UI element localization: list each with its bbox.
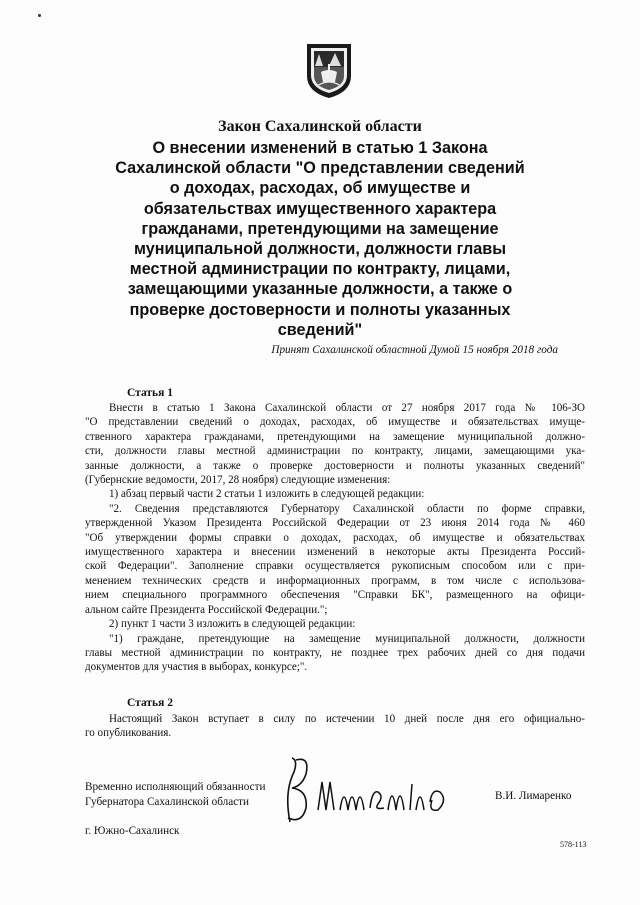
paragraph-line: главы местной администрации по контракту, не позднее трех рабочих дней со дня подачи <box>85 646 585 659</box>
subject-line: сведений" <box>277 320 363 339</box>
document-number: 578-113 <box>560 840 587 849</box>
city-line: г. Южно-Сахалинск <box>85 825 180 837</box>
signatory-name: В.И. Лимаренко <box>495 790 572 802</box>
paragraph-line: 1) абзац первый части 2 статьи 1 изложить в следующей редакции: <box>109 488 425 501</box>
article-1-body <box>85 401 585 675</box>
paragraph-line: 2) пункт 1 части 3 изложить в следующей редакции: <box>109 618 356 631</box>
paragraph-line: документов для участия в выборах, конкурсе;". <box>85 661 308 674</box>
article-2-body <box>85 712 585 741</box>
paragraph-line: "2. Сведения представляются Губернатору Сахалинской области по форме справки, <box>109 502 585 515</box>
paragraph-line: менением технических средств и информационных программ, в том числе с использова- <box>85 574 585 587</box>
paragraph-line: Настоящий Закон вступает в силу по истечении 10 дней после дня его официально- <box>109 713 585 725</box>
law-subject <box>110 138 530 340</box>
signatory-title-line: Временно исполняющий обязанности <box>85 781 266 793</box>
subject-line: О внесении изменений в статью 1 Закона <box>152 139 488 157</box>
paragraph-line: имущественного характера и внесении изменений в некоторые акты Президента Россий- <box>85 546 585 559</box>
coat-of-arms-icon <box>305 42 353 100</box>
paragraph-line: сти, должности главы местной администрации по контракту, лицами, замещающими ука- <box>85 445 585 458</box>
subject-line: о доходах, расходах, об имуществе и <box>169 179 471 198</box>
paragraph-line: Внести в статью 1 Закона Сахалинской области от 27 ноября 2017 года № 106-ЗО <box>109 402 585 414</box>
signatory-title <box>85 780 266 810</box>
subject-line: замещающими указанные должности, а также о <box>127 280 513 299</box>
subject-line: гражданами, претендующими на замещение <box>141 219 499 238</box>
paragraph-line: (Губернские ведомости, 2017, 28 ноября) следующие изменения: <box>85 474 391 487</box>
adoption-note: Принят Сахалинской областной Думой 15 ноября 2018 года <box>271 344 558 356</box>
signatory-title-line: Губернатора Сахалинской области <box>85 796 250 808</box>
article-1-heading: Статья 1 <box>127 387 173 399</box>
subject-line: муниципальной должности, должности главы <box>133 240 507 259</box>
scan-speck <box>38 14 41 17</box>
paragraph-line: ской Федерации". Заполнение справки осуществляется рукописным способом или с при- <box>85 560 585 573</box>
paragraph-line: альном сайте Президента Российской Федерации."; <box>85 603 328 616</box>
subject-line: Сахалинской области "О представлении сведений <box>115 159 525 178</box>
paragraph-line: "Об утверждении формы справки о доходах, расходах, об имуществе и обязательствах <box>85 531 585 544</box>
paragraph-line: ственного характера гражданами, претендующими на замещение муниципальной должно- <box>85 430 585 443</box>
paragraph-line: занные должности, а также о проверке достоверности и полноты указанных сведений" <box>85 459 585 472</box>
subject-line: местной администрации по контракту, лицами, <box>129 260 511 279</box>
handwritten-signature <box>280 752 460 832</box>
subject-line: обязательствах имущественного характера <box>143 199 497 218</box>
paragraph-line: утвержденной Указом Президента Российской Федерации от 23 июня 2014 года № 460 <box>85 517 585 530</box>
article-2-heading: Статья 2 <box>127 697 173 709</box>
paragraph-line: "1) граждане, претендующие на замещение муниципальной должности, должности <box>109 632 585 645</box>
paragraph-line: "О представлении сведений о доходах, расходах, об имуществе и обязательствах имуще- <box>85 416 585 429</box>
paragraph-line: го опубликования. <box>85 727 172 740</box>
paragraph-line: нием специального программного обеспечения "Справки БК", размещенного на офици- <box>85 589 585 602</box>
subject-line: проверке достоверности и полноты указанных <box>129 300 511 319</box>
law-title: Закон Сахалинской области <box>218 118 422 135</box>
